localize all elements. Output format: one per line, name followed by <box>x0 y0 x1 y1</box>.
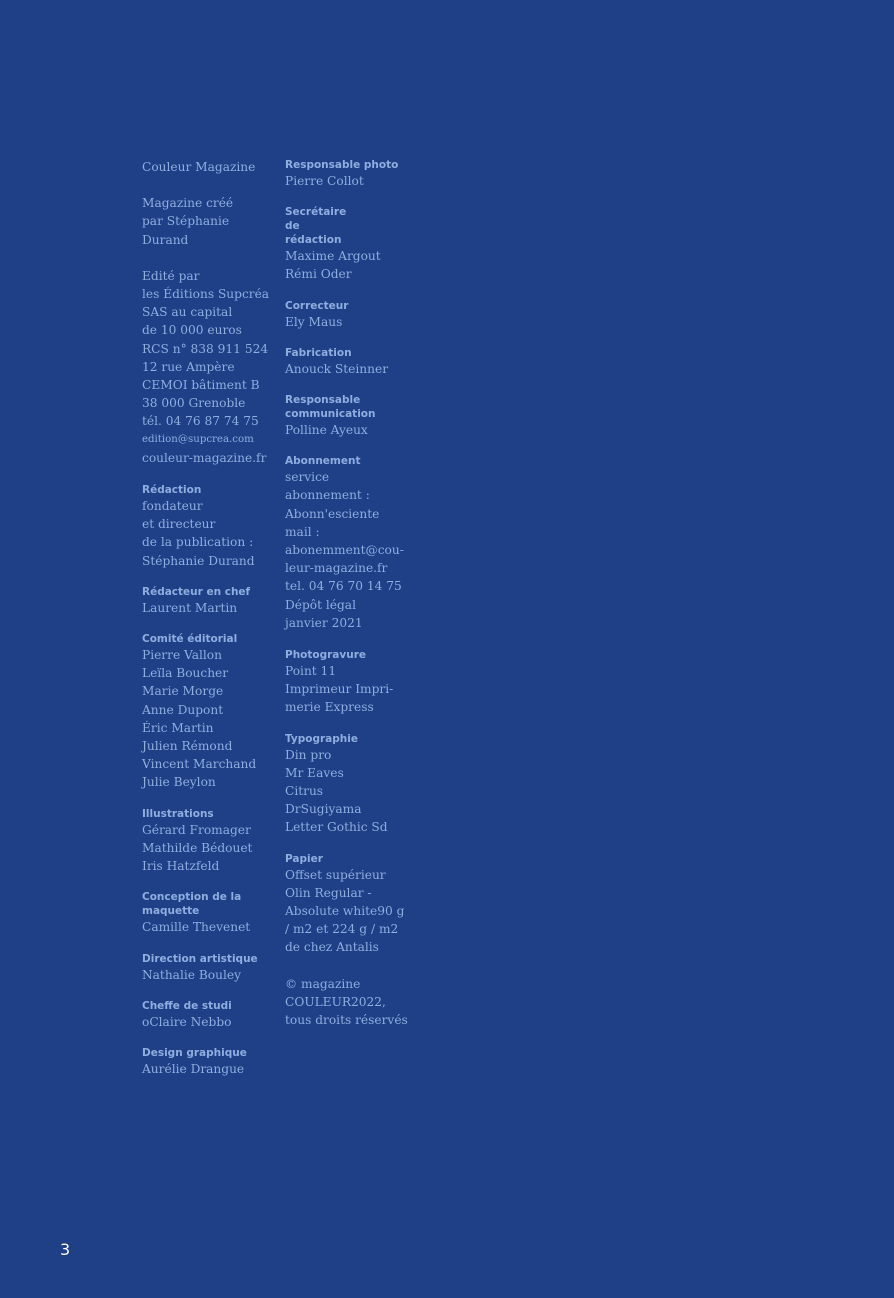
copyright-block <box>285 975 425 1030</box>
credit-line: DrSugiyama <box>285 802 362 817</box>
section-heading: Fabrication <box>285 346 352 359</box>
credit-line: Ely Maus <box>285 314 343 329</box>
copyright-line: COULEUR2022, <box>285 994 386 1009</box>
credit-section-editorial-committee <box>142 632 277 792</box>
credit-section-proofreader <box>285 299 425 331</box>
section-heading: Rédaction <box>142 484 202 497</box>
section-heading: Responsable communication <box>285 394 376 421</box>
credit-line: et directeur <box>142 517 216 532</box>
credit-line: Anouck Steinner <box>285 361 389 376</box>
credit-section-chief-editor <box>142 585 277 617</box>
credit-line: Camille Thevenet <box>142 920 251 935</box>
copyright-line: tous droits réservés <box>285 1013 408 1028</box>
publisher-line: SAS au capital <box>142 305 233 320</box>
credit-section-graphic-design <box>142 1046 277 1078</box>
section-heading: Photogravure <box>285 649 367 662</box>
creator-block <box>142 194 277 249</box>
credit-line: service <box>285 470 330 485</box>
credit-line: Absolute white90 g <box>285 904 405 919</box>
credit-line: Pierre Vallon <box>142 648 222 663</box>
credits-right-column <box>285 158 425 1029</box>
credit-line: Abonn'esciente <box>285 506 380 521</box>
magazine-name: Couleur Magazine <box>142 160 256 174</box>
magazine-name-block <box>142 158 277 176</box>
credit-section-art-direction <box>142 952 277 984</box>
credit-section-redaction <box>142 483 277 570</box>
credit-line: Julien Rémond <box>142 739 233 754</box>
credit-section-layout-design <box>142 890 277 936</box>
credit-line: Mr Eaves <box>285 765 344 780</box>
credit-section-production <box>285 346 425 378</box>
section-heading: Rédacteur en chef <box>142 585 251 598</box>
publisher-line: Edité par <box>142 268 200 283</box>
section-heading: Correcteur <box>285 299 349 312</box>
publisher-line: CEMOI bâtiment B <box>142 378 260 393</box>
credit-line: Maxime Argout <box>285 249 381 264</box>
publisher-line: de 10 000 euros <box>142 323 242 338</box>
publisher-line: 38 000 Grenoble <box>142 396 246 411</box>
credit-section-studio-head <box>142 999 277 1031</box>
credit-line: de la publication : <box>142 535 254 550</box>
credit-line: abonemment@cou- <box>285 543 404 558</box>
credit-section-typography <box>285 732 425 837</box>
credit-line: Din pro <box>285 747 332 762</box>
publisher-block <box>142 267 277 467</box>
credit-line: leur-magazine.fr <box>285 561 388 576</box>
credit-line: tel. 04 76 70 14 75 <box>285 579 402 594</box>
publisher-line: tél. 04 76 87 74 75 <box>142 414 259 429</box>
credit-line: Nathalie Bouley <box>142 967 241 982</box>
credit-line: abonnement : <box>285 488 370 503</box>
creator-line: par Stéphanie <box>142 214 230 229</box>
credit-section-communication <box>285 393 425 439</box>
credit-line: Point 11 <box>285 664 337 679</box>
creator-line: Durand <box>142 232 189 247</box>
credit-line: Mathilde Bédouet <box>142 840 253 855</box>
credit-section-illustrations <box>142 807 277 876</box>
creator-line: Magazine créé <box>142 196 234 211</box>
credit-line: Anne Dupont <box>142 702 224 717</box>
credit-line: mail : <box>285 524 320 539</box>
section-heading: Responsable photo <box>285 159 399 171</box>
credit-section-photo-manager <box>285 158 425 190</box>
credit-line: Marie Morge <box>142 684 224 699</box>
credit-line: Aurélie Drangue <box>142 1061 245 1076</box>
section-heading: Secrétaire de rédaction <box>285 206 347 247</box>
section-heading: Abonnement <box>285 455 361 468</box>
credit-line: Olin Regular - <box>285 885 372 900</box>
credit-line: Iris Hatzfeld <box>142 859 220 874</box>
credit-line: fondateur <box>142 499 203 514</box>
credit-line: Laurent Martin <box>142 600 238 615</box>
section-heading: Illustrations <box>142 807 214 820</box>
publisher-email: edition@supcrea.com <box>142 433 254 445</box>
credit-line: Gérard Fromager <box>142 822 251 837</box>
credit-line: Vincent Marchand <box>142 757 257 772</box>
credit-line: Imprimeur Impri- <box>285 682 394 697</box>
page-number: 3 <box>60 1240 71 1259</box>
section-heading: Cheffe de studi <box>142 999 232 1012</box>
credit-line: oClaire Nebbo <box>142 1014 232 1029</box>
credit-line: Leïla Boucher <box>142 666 229 681</box>
section-heading: Papier <box>285 852 323 865</box>
credit-line: janvier 2021 <box>285 615 363 630</box>
section-heading: Design graphique <box>142 1046 247 1059</box>
credits-left-column <box>142 158 277 1078</box>
credit-line: Éric Martin <box>142 720 214 735</box>
credit-line: Pierre Collot <box>285 174 364 188</box>
credit-line: / m2 et 224 g / m2 <box>285 922 399 937</box>
section-heading: Typographie <box>285 732 358 745</box>
credit-line: Offset supérieur <box>285 867 386 882</box>
credit-line: Citrus <box>285 784 324 799</box>
publisher-website: couleur-magazine.fr <box>142 450 267 465</box>
credit-line: Dépôt légal <box>285 597 356 612</box>
section-heading: Conception de la maquette <box>142 891 242 918</box>
credit-line: Julie Beylon <box>142 775 216 790</box>
credit-line: Polline Ayeux <box>285 423 368 438</box>
credit-line: merie Express <box>285 700 374 715</box>
credit-section-editorial-secretary <box>285 205 425 283</box>
credit-section-paper <box>285 852 425 957</box>
section-heading: Comité éditorial <box>142 633 238 646</box>
publisher-line: 12 rue Ampère <box>142 359 235 374</box>
copyright-line: © magazine <box>285 976 361 991</box>
credit-section-photoengraving <box>285 648 425 717</box>
credit-section-subscription <box>285 454 425 632</box>
credit-line: Letter Gothic Sd <box>285 820 388 835</box>
credit-line: Rémi Oder <box>285 267 352 282</box>
credit-line: Stéphanie Durand <box>142 553 255 568</box>
publisher-line: les Éditions Supcréa <box>142 287 270 302</box>
credit-line: de chez Antalis <box>285 940 379 955</box>
publisher-line: RCS n° 838 911 524 <box>142 341 269 356</box>
section-heading: Direction artistique <box>142 952 258 965</box>
